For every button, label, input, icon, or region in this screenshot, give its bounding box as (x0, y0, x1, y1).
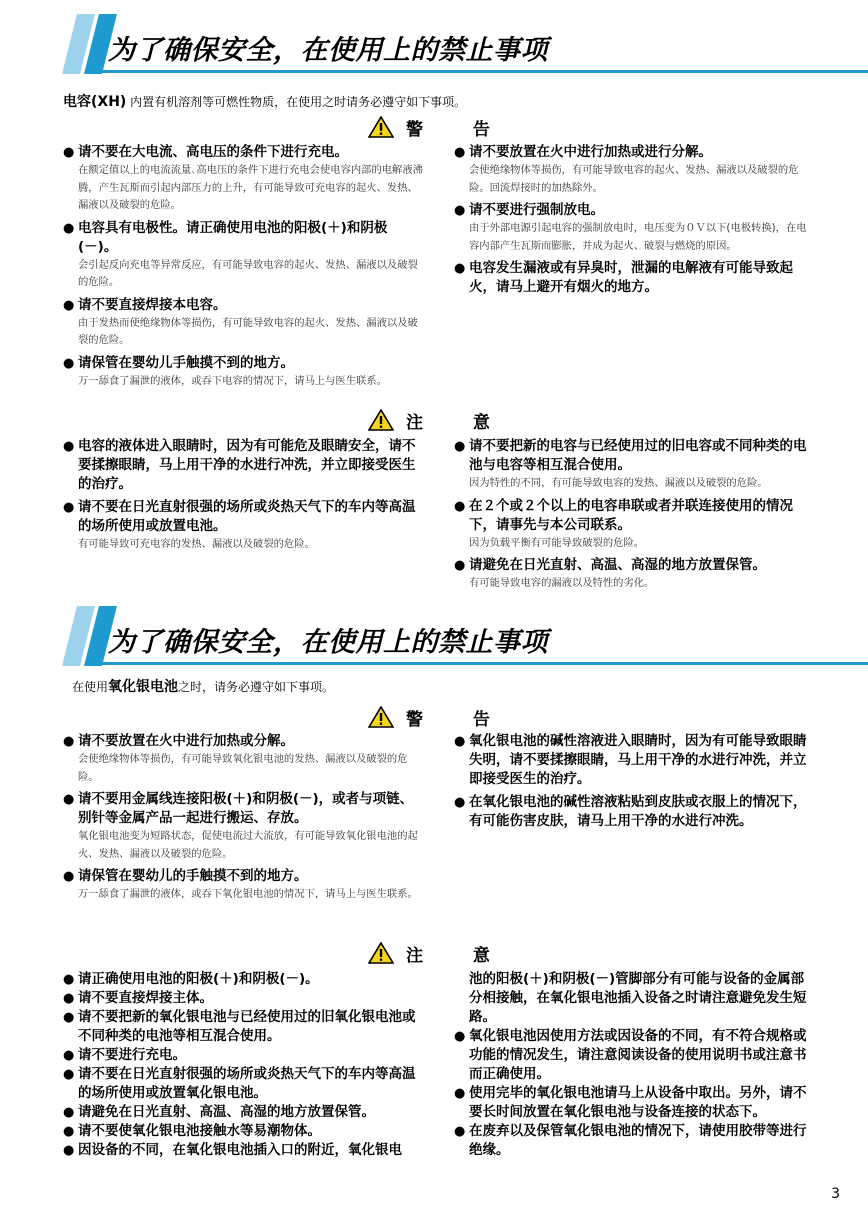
list-item (63, 1103, 425, 1122)
list-item (454, 497, 816, 553)
item-title: ● 请不要在大电流、高电压的条件下进行充电。 (63, 143, 425, 162)
item-note: 由于发热而使绝缘物体等损伤，有可能导致电容的起火、发热、漏液以及破裂的危险。 (78, 316, 418, 346)
list-item (63, 867, 425, 904)
list-item (63, 989, 425, 1008)
section1-banner (62, 14, 868, 76)
item-note: 在额定值以上的电流流量､高电压的条件下进行充电会使电容内部的电解液沸腾，产生瓦斯而引起内部压力的上升，有可能导致可充电容的起火、发热、漏液以及破裂的危险。 (78, 164, 423, 211)
list-item (454, 201, 816, 255)
section2-banner (62, 606, 868, 668)
item-title: ● 请不要进行强制放电。 (454, 201, 816, 220)
item-title: ● 请不要在日光直射很强的场所或炎热天气下的车内等高温的场所使用或放置电池。 (63, 498, 425, 536)
list-item (63, 498, 425, 554)
item-title: ● 因设备的不同，在氧化银电池插入口的附近，氧化银电 (63, 1141, 425, 1160)
section2-intro (72, 676, 334, 696)
list-item (454, 1084, 816, 1122)
item-title: ● 请保管在婴幼儿手触摸不到的地方。 (63, 354, 425, 373)
caution-heading-text: 注 意 (406, 946, 512, 966)
page-number: 3 (831, 1186, 840, 1202)
item-note: 因为特性的不同，有可能导致电容的发热、漏液以及破裂的危险。 (469, 477, 768, 489)
item-note: 有可能导致可充电容的发热、漏液以及破裂的危险。 (78, 538, 315, 550)
section2-caution-heading (368, 940, 512, 966)
list-item (63, 790, 425, 863)
section1-caution-heading (368, 407, 512, 433)
item-title: ● 请不要用金属线连接阳极(＋)和阴极(－)，或者与项链、别针等金属产品一起进行搬运、存放。 (63, 790, 425, 828)
section1-title: 为了确保安全，在使用上的禁止事项 (108, 35, 548, 66)
item-title: ● 在废弃以及保管氧化银电池的情况下，请使用胶带等进行绝缘。 (454, 1122, 816, 1160)
list-item (63, 143, 425, 215)
item-title: ● 氧化银电池的碱性溶液进入眼睛时，因为有可能导致眼睛失明，请不要揉擦眼睛，马上用干净的水进行冲洗，并立即接受医生的治疗。 (454, 732, 816, 789)
item-title: ● 请不要放置在火中进行加热或分解。 (63, 732, 425, 751)
item-title: ● 氧化银电池因使用方法或因设备的不同，有不符合规格或功能的情况发生，请注意阅读设备的使用说明书或注意书而正确使用。 (454, 1027, 816, 1084)
item-note: 万一舔食了漏泄的液体，或吞下氧化银电池的情况下，请马上与医生联系。 (78, 888, 418, 900)
section1-warning-left (63, 143, 425, 394)
intro-text: 内置有机溶剂等可燃性物质，在使用之时请务必遵守如下事项。 (126, 95, 467, 109)
warning-heading-text: 警 告 (406, 710, 512, 730)
list-item (454, 437, 816, 493)
caution-continuation: 池的阳极(＋)和阴极(－)管脚部分有可能与设备的金属部分相接触，在氧化银电池插入设备之时请注意避免发生短路。 (469, 971, 807, 1025)
item-title: ● 电容的液体进入眼睛时，因为有可能危及眼睛安全，请不要揉擦眼睛，马上用干净的水进行冲洗，并立即接受医生的治疗。 (63, 437, 425, 494)
list-item (63, 970, 425, 989)
banner-underline (98, 70, 868, 73)
item-note: 万一舔食了漏泄的液体，或吞下电容的情况下，请马上与医生联系。 (78, 374, 387, 387)
section1-intro (63, 91, 466, 111)
item-title: ● 请避免在日光直射、高温、高湿的地方放置保管。 (63, 1103, 425, 1122)
list-item (454, 793, 816, 831)
list-item (454, 1027, 816, 1084)
list-item (63, 296, 425, 350)
item-note: 由于外部电源引起电容的强制放电时，电压变为０Ｖ以下(电极转换)，在电容内部产生瓦斯而膨胀，并成为起火、破裂与燃烧的原因。 (469, 222, 807, 252)
list-item (63, 354, 425, 391)
section2-caution-left (63, 970, 425, 1160)
section2-warning-heading (368, 704, 512, 730)
item-note: 氧化银电池变为短路状态，促使电流过大流放，有可能导致氧化银电池的起火、发热、漏液以及破裂的危险。 (78, 830, 418, 860)
list-item (63, 437, 425, 494)
section1-caution-right (454, 437, 816, 597)
list-item (63, 1122, 425, 1141)
warning-triangle-icon (368, 409, 394, 431)
item-note: 会使绝缘物体等损伤，有可能导致氧化银电池的发热、漏液以及破裂的危险。 (78, 753, 408, 783)
section1-caution-left (63, 437, 425, 558)
item-title: ● 请不要使氧化银电池接触水等易潮物体。 (63, 1122, 425, 1141)
item-title: ● 使用完毕的氧化银电池请马上从设备中取出。另外，请不要长时间放置在氧化银电池与设备连接的状态下。 (454, 1084, 816, 1122)
section2-caution-right (454, 970, 816, 1160)
list-item (454, 1122, 816, 1160)
caution-heading-text: 注 意 (406, 413, 512, 433)
warning-heading-text: 警 告 (406, 120, 512, 140)
section1-warning-right (454, 143, 816, 301)
intro-pre: 在使用 (72, 680, 109, 694)
item-note: 因为负载平衡有可能导致破裂的危险。 (469, 536, 645, 549)
intro-post: 之时，请务必遵守如下事项。 (178, 680, 335, 694)
item-title: ● 请不要直接焊接主体。 (63, 989, 425, 1008)
section2-title: 为了确保安全，在使用上的禁止事项 (108, 627, 548, 658)
item-title: ● 请不要直接焊接本电容。 (63, 296, 425, 315)
list-item (63, 732, 425, 786)
banner-underline (98, 662, 868, 665)
list-item (63, 1141, 425, 1160)
item-title: ● 请保管在婴幼儿的手触摸不到的地方。 (63, 867, 425, 886)
list-item (454, 732, 816, 789)
item-note: 有可能导致电容的漏液以及特性的劣化。 (469, 577, 655, 589)
item-title: ● 请避免在日光直射、高温、高湿的地方放置保管。 (454, 556, 816, 575)
item-title: ● 在氧化银电池的碱性溶液粘贴到皮肤或衣服上的情况下，有可能伤害皮肤，请马上用干净的水进行冲洗。 (454, 793, 816, 831)
item-title: ● 请不要放置在火中进行加热或进行分解。 (454, 143, 816, 162)
section2-warning-left (63, 732, 425, 908)
list-item (63, 1046, 425, 1065)
item-note: 会引起反向充电等异常反应，有可能导致电容的起火、发热、漏液以及破裂的危险。 (78, 258, 418, 288)
list-item (63, 1065, 425, 1103)
warning-triangle-icon (368, 706, 394, 728)
item-title: ● 请不要进行充电。 (63, 1046, 425, 1065)
item-title: ● 请正确使用电池的阳极(＋)和阴极(－)。 (63, 970, 425, 989)
list-item (454, 259, 816, 297)
item-title: ● 请不要把新的氧化银电池与已经使用过的旧氧化银电池或不同种类的电池等相互混合使用。 (63, 1008, 425, 1046)
list-item (454, 143, 816, 197)
warning-triangle-icon (368, 942, 394, 964)
item-title: ● 在２个或２个以上的电容串联或者并联连接使用的情况下，请事先与本公司联系。 (454, 497, 816, 535)
list-item (63, 1008, 425, 1046)
item-note: 会使绝缘物体等损伤，有可能导致电容的起火、发热、漏液以及破裂的危险。回流焊接时的加热除外。 (469, 164, 799, 194)
section2-warning-right (454, 732, 816, 835)
item-title: ● 电容发生漏液或有异臭时，泄漏的电解液有可能导致起火，请马上避开有烟火的地方。 (454, 259, 816, 297)
item-title: ● 电容具有电极性。请正确使用电池的阳极(＋)和阴极(－)。 (63, 219, 425, 257)
list-item (454, 556, 816, 593)
list-item (63, 219, 425, 292)
section1-warning-heading (368, 114, 512, 140)
warning-triangle-icon (368, 116, 394, 138)
intro-product: 电容(XH) (63, 94, 127, 110)
item-title: ● 请不要把新的电容与已经使用过的旧电容或不同种类的电池与电容等相互混合使用。 (454, 437, 816, 475)
item-title: ● 请不要在日光直射很强的场所或炎热天气下的车内等高温的场所使用或放置氧化银电池。 (63, 1065, 425, 1103)
intro-product: 氧化银电池 (108, 679, 179, 695)
